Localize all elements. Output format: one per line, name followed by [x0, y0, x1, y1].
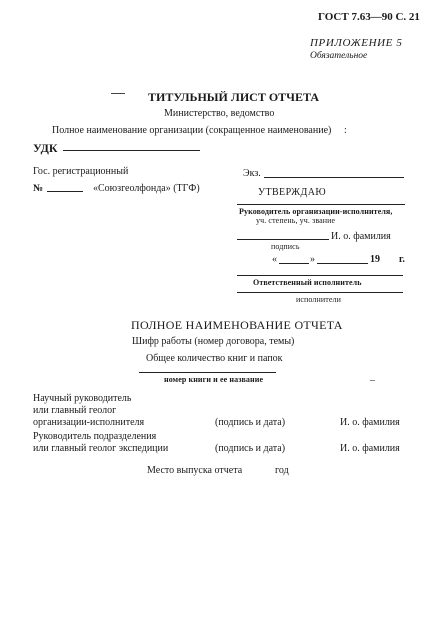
head-io-family: И. о. фамилия: [331, 231, 391, 242]
report-count: Общее количество книг и папок: [146, 353, 283, 364]
division-head-name: И. о. фамилия: [340, 443, 400, 454]
mandatory-label: Обязательное: [310, 51, 368, 61]
executors-line: [237, 292, 403, 293]
date-month-line: [317, 263, 368, 264]
ministry-label: Министерство, ведомство: [164, 108, 275, 119]
head-caption-1: Руководитель организации-исполнителя,: [239, 207, 393, 216]
head-caption-2: уч. степень, уч. звание: [256, 216, 336, 225]
date-quote-open: «: [272, 254, 277, 265]
scientific-head-name: И. о. фамилия: [340, 417, 400, 428]
signature-caption: подпись: [271, 242, 300, 251]
division-head-line-1: Руководитель подразделения: [33, 431, 157, 442]
number-sign: №: [33, 183, 44, 194]
scientific-head-line-1: Научный руководитель: [33, 393, 132, 404]
date-year: 19: [370, 254, 380, 265]
appendix-label: ПРИЛОЖЕНИЕ 5: [310, 37, 403, 49]
gost-page-header: ГОСТ 7.63—90 С. 21: [318, 11, 420, 23]
responsible-caption: Ответственный исполнитель: [253, 278, 362, 287]
number-line: [47, 191, 83, 192]
scientific-head-line-3: организации-исполнителя: [33, 417, 145, 428]
head-line: [237, 204, 405, 205]
division-head-block: [33, 431, 168, 455]
stray-dash: –: [370, 375, 375, 386]
responsible-line: [237, 275, 403, 276]
executors-caption: исполнители: [296, 295, 341, 304]
scientific-head-line-2: или главный геолог: [33, 405, 117, 416]
date-year-suffix: г.: [399, 254, 405, 265]
division-head-line-2: или главный геолог экспедиции: [33, 443, 169, 454]
scientific-head-block: [33, 393, 144, 429]
report-cipher: Шифр работы (номер договора, темы): [132, 336, 295, 347]
soyuzgeolfond-label: «Союзгеолфонда» (ТГФ): [93, 183, 200, 194]
division-head-signature: (подпись и дата): [215, 443, 286, 454]
scientific-head-signature: (подпись и дата): [215, 417, 286, 428]
org-name-label: Полное наименование организации (сокращенное наименование): [52, 125, 332, 136]
gos-reg-label: Гос. регистрационный: [33, 166, 129, 177]
udk-line: [63, 150, 200, 151]
date-day-line: [279, 263, 309, 264]
report-full-name: ПОЛНОЕ НАИМЕНОВАНИЕ ОТЧЕТА: [131, 318, 343, 332]
copy-label: Экз.: [243, 168, 261, 179]
date-quote-close: »: [310, 254, 315, 265]
org-name-colon: :: [344, 125, 347, 136]
approve-label: УТВЕРЖДАЮ: [258, 187, 327, 198]
copy-line: [264, 177, 404, 178]
publication-place: Место выпуска отчета: [147, 465, 243, 476]
title-sheet-heading: ТИТУЛЬНЫЙ ЛИСТ ОТЧЕТА: [148, 90, 320, 104]
stray-mark: [111, 93, 125, 94]
udk-label: УДК: [33, 141, 58, 155]
signature-line: [237, 239, 329, 240]
book-caption: номер книги и ее название: [164, 375, 264, 384]
publication-year: год: [275, 465, 289, 476]
book-line: [139, 372, 276, 373]
